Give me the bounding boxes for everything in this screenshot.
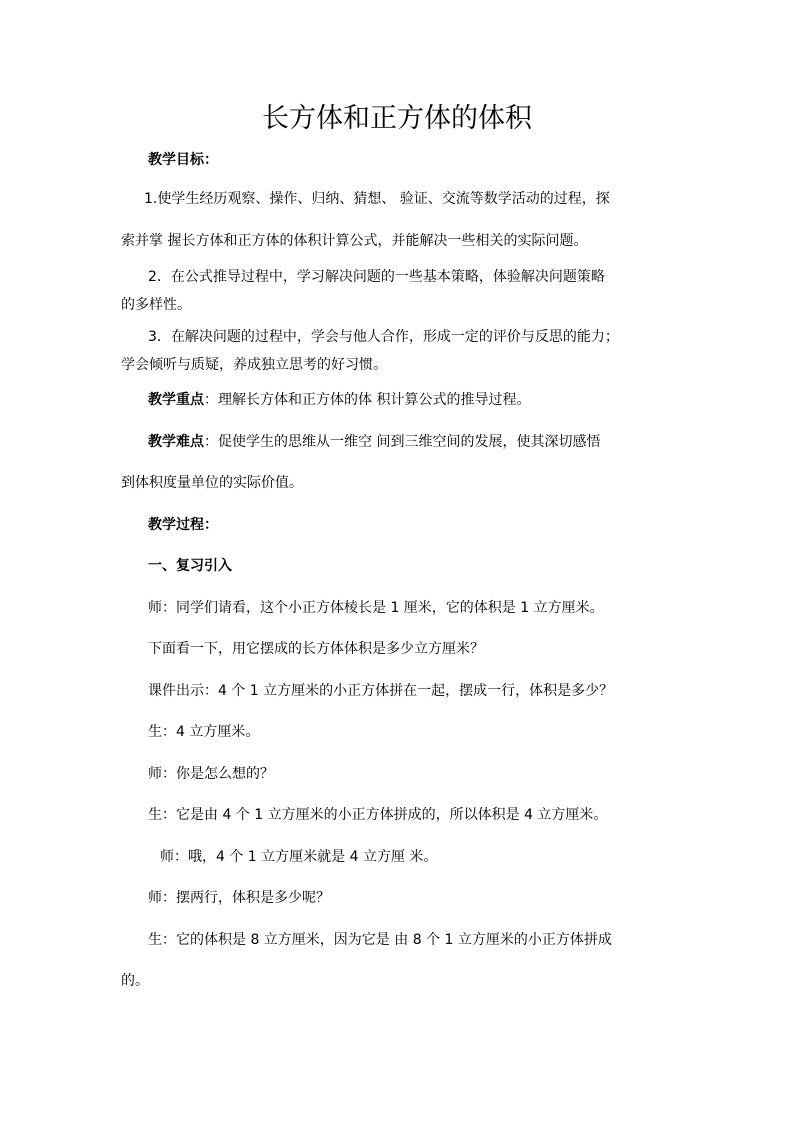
dialogue-line: 师：摆两行，体积是多少呢？ <box>148 890 330 906</box>
difficulty-label: 教学难点 <box>148 434 204 450</box>
dialogue-line: 生：4 立方厘米。 <box>148 724 260 740</box>
dialogue-line: 师：你是怎么想的？ <box>148 766 274 782</box>
key-point <box>148 391 530 409</box>
objective-1-line-2: 索并掌 握长方体和正方体的体积计算公式，并能解决一些相关的实际问题。 <box>121 233 588 249</box>
dialogue-line: 下面看一下，用它摆成的长方体体积是多少立方厘米？ <box>148 641 484 657</box>
dialogue-line: 的。 <box>121 973 149 989</box>
process-heading: 教学过程： <box>148 517 218 533</box>
objective-3-line-1: 3．在解决问题的过程中，学会与他人合作，形成一定的评价与反思的能力； <box>148 329 619 345</box>
dialogue-line: 师：同学们请看，这个小正方体棱长是 1 厘米，它的体积是 1 立方厘米。 <box>148 600 604 616</box>
key-point-text: ：理解长方体和正方体的体 积计算公式的推导过程。 <box>204 392 531 408</box>
difficulty <box>148 433 600 451</box>
dialogue-line: 师：哦，4 个 1 立方厘米就是 4 立方厘 米。 <box>160 849 438 865</box>
page-title: 长方体和正方体的体积 <box>262 103 532 134</box>
section-1-heading: 一、复习引入 <box>148 558 232 574</box>
difficulty-text-line-1: ：促使学生的思维从一维空 间到三维空间的发展，使其深切感悟 <box>204 434 601 450</box>
objective-1-line-1: 1.使学生经历观察、操作、归纳、猜想、 验证、交流等数学活动的过程，探 <box>144 191 610 207</box>
objective-2-line-1: 2．在公式推导过程中，学习解决问题的一些基本策略，体验解决问题策略 <box>148 269 605 285</box>
dialogue-line: 生：它是由 4 个 1 立方厘米的小正方体拼成的，所以体积是 4 立方厘米。 <box>148 807 608 823</box>
objectives-heading: 教学目标： <box>148 152 218 168</box>
objective-2-line-2: 的多样性。 <box>121 297 191 313</box>
dialogue-line: 课件出示：4 个 1 立方厘米的小正方体拼在一起，摆成一行，体积是多少？ <box>148 683 614 699</box>
difficulty-text-line-2: 到体积度量单位的实际价值。 <box>121 475 303 491</box>
dialogue-line: 生：它的体积是 8 立方厘米，因为它是 由 8 个 1 立方厘米的小正方体拼成 <box>148 932 612 948</box>
key-point-label: 教学重点 <box>148 392 204 408</box>
objective-3-line-2: 学会倾听与质疑，养成独立思考的好习惯。 <box>121 357 387 373</box>
